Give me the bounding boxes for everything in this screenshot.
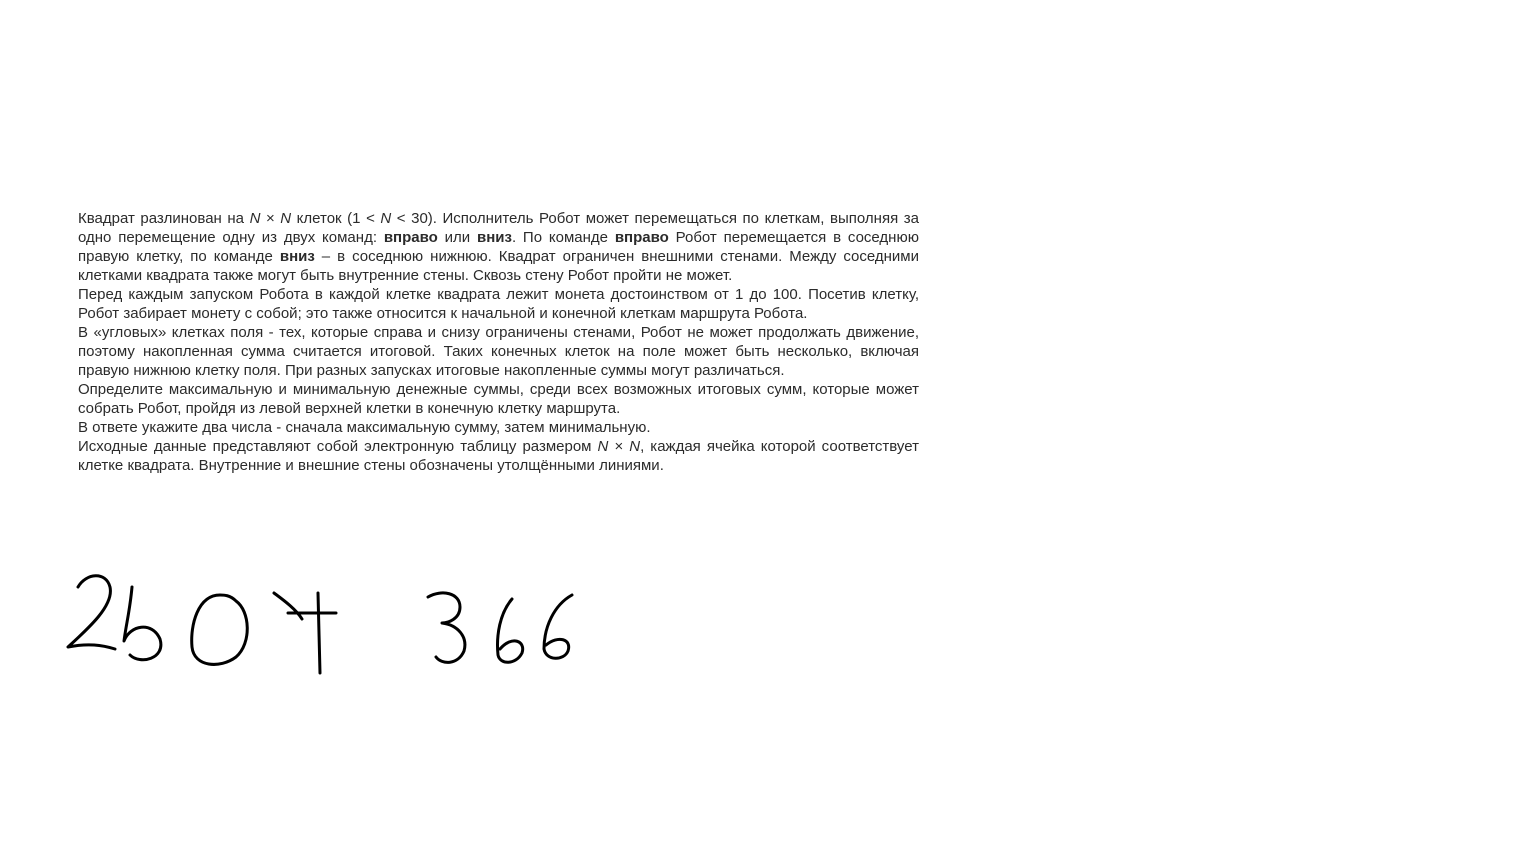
variable-n: N	[380, 210, 392, 227]
paragraph-3: В «угловых» клетках поля - тех, которые справа и снизу ограничены стенами, Робот не может продолжать движение, поэтому накопленная сумма считается итоговой. Таких конечных клеток на поле может быть несколько, включая правую нижнюю клетку поля. При разных запусках итоговые накопленные суммы могут различаться.	[78, 324, 919, 379]
variable-n: N	[629, 438, 641, 455]
handwritten-digit-6	[498, 599, 523, 662]
command-right: вправо	[614, 229, 669, 246]
handwritten-digit-2	[68, 576, 115, 649]
paragraph-4: Определите максимальную и минимальную денежные суммы, среди всех возможных итоговых сумм, которые может собрать Робот, пройдя из левой верхней клетки в конечную клетку маршрута.	[78, 381, 919, 417]
handwritten-answer	[60, 565, 590, 685]
handwritten-digit-0	[192, 595, 248, 664]
command-down: вниз	[476, 229, 512, 246]
variable-n: N	[280, 210, 292, 227]
handwritten-max-value	[68, 576, 336, 673]
command-right: вправо	[383, 229, 438, 246]
variable-n: N	[597, 438, 609, 455]
paragraph-5: В ответе укажите два числа - сначала максимальную сумму, затем минимальную.	[78, 419, 651, 436]
handwritten-digit-3	[428, 593, 465, 662]
handwritten-min-value	[428, 593, 572, 662]
handwritten-digit-7	[274, 593, 336, 673]
paragraph-1: Квадрат разлинован на N × N клеток (1 < N < 30). Исполнитель Робот может перемещаться по клеткам, выполняя за одно перемещение одну из двух команд: вправо или вниз. По команде вправо Робот перемещается в соседнюю правую клетку, по команде вниз – в соседнюю нижнюю. Квадрат ограничен внешними стенами. Между соседними клетками квадрата также могут быть внутренние стены. Сквозь стену Робот пройти не может.	[78, 210, 919, 284]
paragraph-2: Перед каждым запуском Робота в каждой клетке квадрата лежит монета достоинством от 1 до 100. Посетив клетку, Робот забирает монету с собой; это также относится к начальной и конечной клеткам маршрута Робота.	[78, 286, 919, 322]
handwritten-digit-5	[124, 587, 161, 660]
variable-n: N	[249, 210, 261, 227]
handwritten-digit-6	[544, 595, 572, 658]
problem-statement	[78, 209, 919, 475]
command-down: вниз	[279, 248, 315, 265]
paragraph-6: Исходные данные представляют собой электронную таблицу размером N × N, каждая ячейка которой соответствует клетке квадрата. Внутренние и внешние стены обозначены утолщёнными линиями.	[78, 438, 919, 474]
